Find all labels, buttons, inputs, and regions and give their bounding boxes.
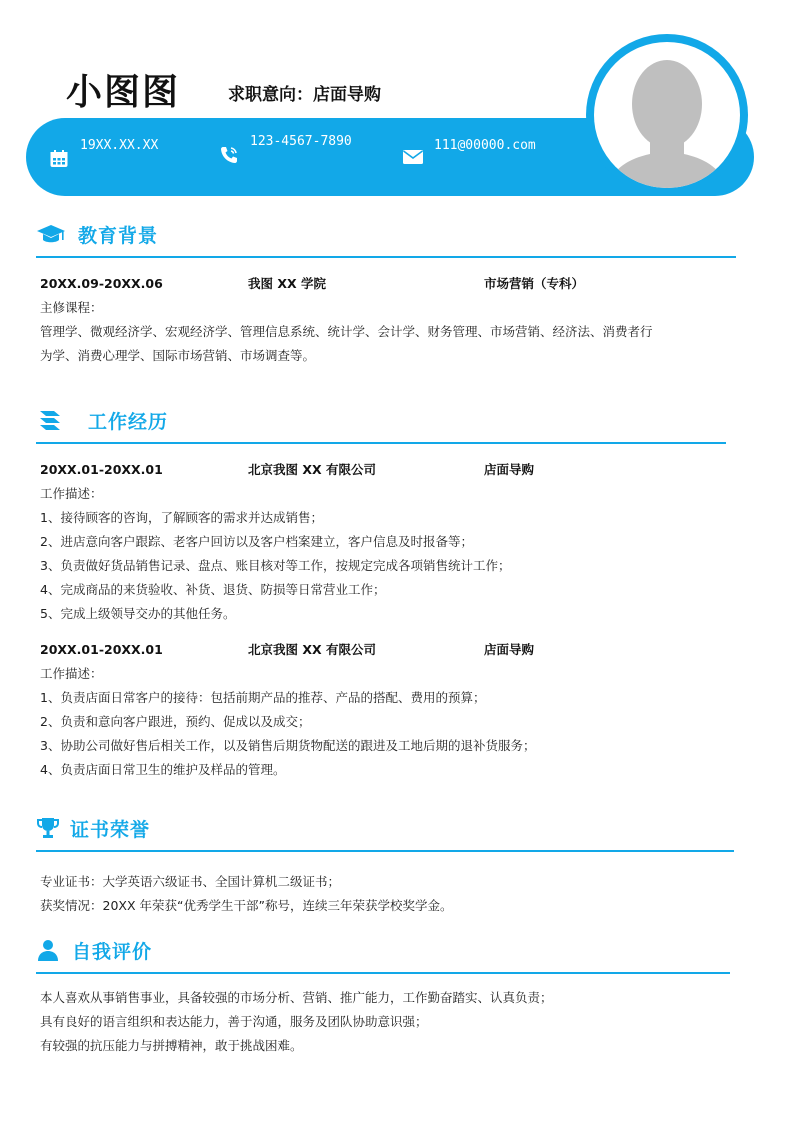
job-company: 北京我图 XX 有限公司 bbox=[248, 642, 376, 657]
education-title: 教育背景 bbox=[78, 224, 159, 247]
job-desc-label: 工作描述： bbox=[40, 666, 103, 681]
education-period: 20XX.09-20XX.06 bbox=[40, 276, 163, 291]
avatar bbox=[594, 42, 740, 188]
job-item: 2、进店意向客户跟踪、老客户回访以及客户档案建立，客户信息及时报备等； bbox=[40, 534, 473, 549]
job-period: 20XX.01-20XX.01 bbox=[40, 462, 163, 477]
trophy-icon bbox=[36, 815, 66, 841]
work-title: 工作经历 bbox=[88, 410, 169, 433]
layers-icon bbox=[36, 407, 66, 433]
job-intent: 求职意向：店面导购 bbox=[228, 85, 381, 105]
self-title: 自我评价 bbox=[72, 940, 153, 963]
job-company: 北京我图 XX 有限公司 bbox=[248, 462, 376, 477]
education-section bbox=[36, 218, 736, 368]
avatar-frame bbox=[586, 34, 748, 196]
person-silhouette-icon bbox=[594, 42, 740, 188]
self-section bbox=[36, 934, 730, 1058]
job-item: 4、负责店面日常卫生的维护及样品的管理。 bbox=[40, 762, 286, 777]
section-divider bbox=[36, 256, 736, 258]
job-position: 店面导购 bbox=[484, 642, 535, 657]
job-item: 3、负责做好货品销售记录、盘点、账目核对等工作，按规定完成各项销售统计工作； bbox=[40, 558, 511, 573]
graduation-cap-icon bbox=[36, 221, 66, 247]
job-item: 1、负责店面日常客户的接待：包括前期产品的推荐、产品的搭配、费用的预算； bbox=[40, 690, 486, 705]
contact-email bbox=[402, 134, 536, 156]
section-divider bbox=[36, 442, 726, 444]
cert-line: 专业证书：大学英语六级证书、全国计算机二级证书； bbox=[40, 874, 341, 889]
certs-section bbox=[36, 812, 734, 918]
resume-name: 小图图 bbox=[66, 72, 181, 113]
courses-line: 为学、消费心理学、国际市场营销、市场调查等。 bbox=[40, 348, 316, 363]
job-row bbox=[40, 638, 726, 662]
job-item: 5、完成上级领导交办的其他任务。 bbox=[40, 606, 236, 621]
job-item: 1、接待顾客的咨询，了解顾客的需求并达成销售； bbox=[40, 510, 323, 525]
self-line: 具有良好的语言组织和表达能力，善于沟通，服务及团队协助意识强； bbox=[40, 1014, 428, 1029]
education-school: 我图 XX 学院 bbox=[248, 276, 326, 291]
phone-icon bbox=[218, 144, 240, 166]
certs-title: 证书荣誉 bbox=[70, 818, 151, 841]
section-divider bbox=[36, 850, 734, 852]
courses-line: 管理学、微观经济学、宏观经济学、管理信息系统、统计学、会计学、财务管理、市场营销、经济法、消费者行 bbox=[40, 324, 653, 339]
self-line: 有较强的抗压能力与拼搏精神，敢于挑战困难。 bbox=[40, 1038, 303, 1053]
birth-date: 19XX.XX.XX bbox=[80, 137, 159, 153]
email-address: 111@00000.com bbox=[434, 137, 536, 153]
education-major: 市场营销（专科） bbox=[484, 276, 585, 291]
job-desc-label: 工作描述： bbox=[40, 486, 103, 501]
calendar-icon bbox=[48, 148, 70, 170]
self-line: 本人喜欢从事销售事业，具备较强的市场分析、营销、推广能力，工作勤奋踏实、认真负责； bbox=[40, 990, 553, 1005]
contact-birth bbox=[48, 138, 158, 160]
section-divider bbox=[36, 972, 730, 974]
phone-number: 123-4567-7890 bbox=[250, 133, 352, 149]
job-item: 4、完成商品的来货验收、补货、退货、防损等日常营业工作； bbox=[40, 582, 386, 597]
contact-phone bbox=[218, 132, 352, 154]
user-icon bbox=[36, 937, 66, 963]
job-row bbox=[40, 458, 726, 482]
job-item: 3、协助公司做好售后相关工作，以及销售后期货物配送的跟进及工地后期的退补货服务； bbox=[40, 738, 536, 753]
job-position: 店面导购 bbox=[484, 462, 535, 477]
cert-line: 获奖情况：20XX 年荣获“优秀学生干部”称号，连续三年荣获学校奖学金。 bbox=[40, 898, 453, 913]
education-row bbox=[40, 272, 736, 296]
job-period: 20XX.01-20XX.01 bbox=[40, 642, 163, 657]
courses-label: 主修课程： bbox=[40, 300, 103, 315]
job-item: 2、负责和意向客户跟进，预约、促成以及成交； bbox=[40, 714, 311, 729]
work-section bbox=[36, 404, 726, 782]
mail-icon bbox=[402, 146, 424, 168]
